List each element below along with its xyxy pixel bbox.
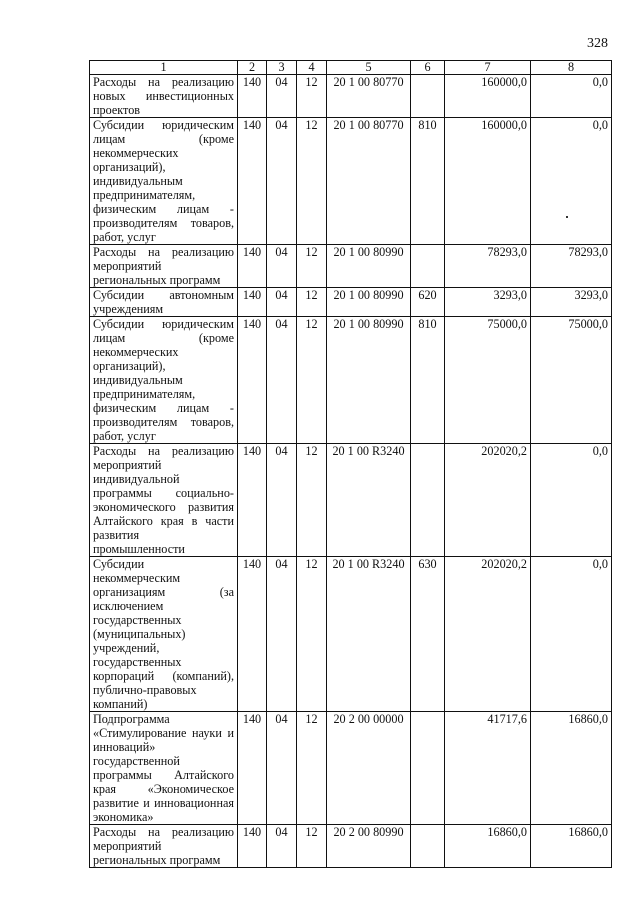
amount-federal: 75000,0 — [531, 317, 612, 444]
subsection-code: 12 — [297, 712, 327, 825]
page-number: 328 — [587, 36, 608, 51]
subsection-code: 12 — [297, 444, 327, 557]
row-name: Субсидии некоммерческим организациям (за исключением государственных (муниципальных) учреждений, государственных корпораций (компаний), публично-правовых компаний) — [90, 557, 238, 712]
target-code: 20 1 00 80990 — [327, 288, 411, 317]
amount-total: 16860,0 — [445, 825, 531, 868]
row-name: Субсидии юридическим лицам (кроме некоммерческих организаций), индивидуальным предпринимателям, физическим лицам - производителям товаров, работ, услуг — [90, 118, 238, 245]
table-row — [90, 712, 612, 825]
amount-total: 75000,0 — [445, 317, 531, 444]
row-name: Расходы на реализацию новых инвестиционных проектов — [90, 75, 238, 118]
section-code: 04 — [267, 712, 297, 825]
row-name: Расходы на реализацию мероприятий региональных программ — [90, 245, 238, 288]
amount-total: 41717,6 — [445, 712, 531, 825]
amount-federal: 0,0 — [531, 444, 612, 557]
expense-type-code — [411, 825, 445, 868]
section-code: 04 — [267, 245, 297, 288]
expense-type-code — [411, 712, 445, 825]
table-row — [90, 118, 612, 245]
row-name: Расходы на реализацию мероприятий региональных программ — [90, 825, 238, 868]
target-code: 20 1 00 80770 — [327, 75, 411, 118]
amount-federal: 0,0 — [531, 557, 612, 712]
section-code: 04 — [267, 75, 297, 118]
target-code: 20 1 00 R3240 — [327, 444, 411, 557]
expense-type-code — [411, 245, 445, 288]
target-code: 20 2 00 00000 — [327, 712, 411, 825]
admin-code: 140 — [238, 825, 267, 868]
expense-type-code: 620 — [411, 288, 445, 317]
expense-type-code: 810 — [411, 317, 445, 444]
amount-federal: 16860,0 — [531, 712, 612, 825]
subsection-code: 12 — [297, 825, 327, 868]
target-code: 20 1 00 80990 — [327, 245, 411, 288]
subsection-code: 12 — [297, 75, 327, 118]
section-code: 04 — [267, 557, 297, 712]
row-name: Субсидии юридическим лицам (кроме некоммерческих организаций), индивидуальным предпринимателям, физическим лицам - производителям товаров, работ, услуг — [90, 317, 238, 444]
amount-federal: 3293,0 — [531, 288, 612, 317]
admin-code: 140 — [238, 75, 267, 118]
section-code: 04 — [267, 825, 297, 868]
header-cell: 3 — [267, 61, 297, 75]
expense-type-code — [411, 75, 445, 118]
table-row — [90, 444, 612, 557]
header-cell: 5 — [327, 61, 411, 75]
header-cell: 2 — [238, 61, 267, 75]
amount-total: 78293,0 — [445, 245, 531, 288]
admin-code: 140 — [238, 317, 267, 444]
table-row — [90, 317, 612, 444]
row-name: Расходы на реализацию мероприятий индивидуальной программы социально-экономического развития Алтайского края в части развития промышленности — [90, 444, 238, 557]
header-cell: 6 — [411, 61, 445, 75]
budget-table — [89, 60, 612, 868]
amount-total: 160000,0 — [445, 75, 531, 118]
table-row — [90, 557, 612, 712]
amount-total: 160000,0 — [445, 118, 531, 245]
row-name: Подпрограмма «Стимулирование науки и инноваций» государственной программы Алтайского края «Экономическое развитие и инновационная экономика» — [90, 712, 238, 825]
amount-total: 3293,0 — [445, 288, 531, 317]
subsection-code: 12 — [297, 118, 327, 245]
amount-federal: 78293,0 — [531, 245, 612, 288]
admin-code: 140 — [238, 245, 267, 288]
header-cell: 4 — [297, 61, 327, 75]
admin-code: 140 — [238, 712, 267, 825]
table-row — [90, 75, 612, 118]
table-row — [90, 288, 612, 317]
expense-type-code — [411, 444, 445, 557]
section-code: 04 — [267, 444, 297, 557]
table-row — [90, 245, 612, 288]
table-row — [90, 825, 612, 868]
amount-federal: 0,0 — [531, 75, 612, 118]
amount-total: 202020,2 — [445, 444, 531, 557]
subsection-code: 12 — [297, 557, 327, 712]
target-code: 20 1 00 R3240 — [327, 557, 411, 712]
header-cell: 1 — [90, 61, 238, 75]
target-code: 20 1 00 80770 — [327, 118, 411, 245]
expense-type-code: 810 — [411, 118, 445, 245]
subsection-code: 12 — [297, 245, 327, 288]
target-code: 20 1 00 80990 — [327, 317, 411, 444]
header-cell: 7 — [445, 61, 531, 75]
amount-federal: 16860,0 — [531, 825, 612, 868]
header-cell: 8 — [531, 61, 612, 75]
amount-federal: 0,0 — [531, 118, 612, 245]
subsection-code: 12 — [297, 288, 327, 317]
section-code: 04 — [267, 118, 297, 245]
section-code: 04 — [267, 288, 297, 317]
amount-total: 202020,2 — [445, 557, 531, 712]
section-code: 04 — [267, 317, 297, 444]
admin-code: 140 — [238, 118, 267, 245]
target-code: 20 2 00 80990 — [327, 825, 411, 868]
subsection-code: 12 — [297, 317, 327, 444]
admin-code: 140 — [238, 288, 267, 317]
row-name: Субсидии автономным учреждениям — [90, 288, 238, 317]
admin-code: 140 — [238, 557, 267, 712]
header-row — [90, 61, 612, 75]
expense-type-code: 630 — [411, 557, 445, 712]
admin-code: 140 — [238, 444, 267, 557]
